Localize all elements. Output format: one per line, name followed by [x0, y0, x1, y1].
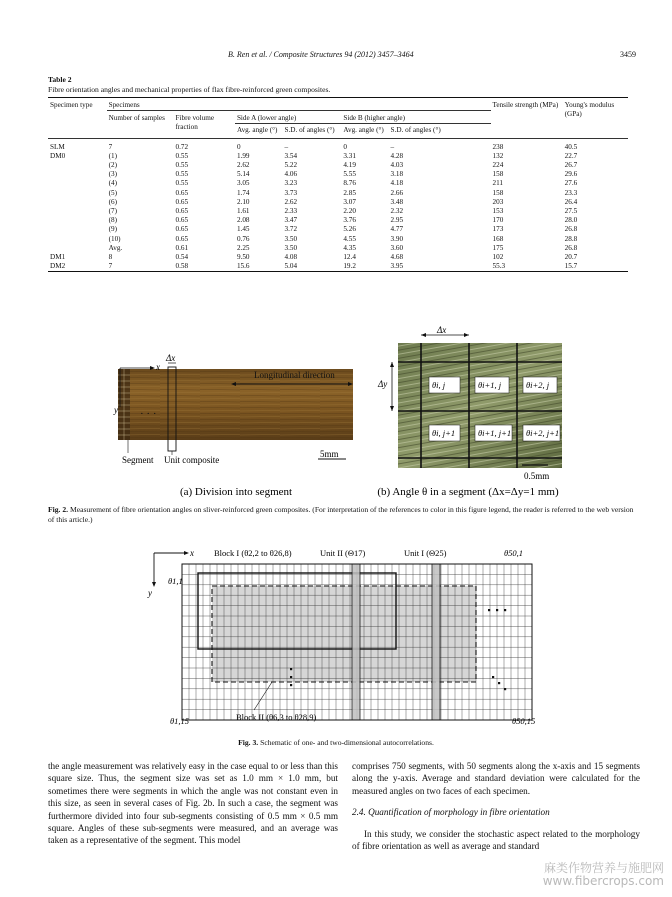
- table-cell-b_avg: 19.2: [341, 262, 388, 272]
- table-cell-ym: 27.6: [564, 179, 578, 188]
- table-cell-n: (3): [108, 170, 117, 179]
- body-column-left: the angle measurement was relatively easy in the case equal to or less than this square size. Thus, the segment size was set as 1.0 mm × 1.0 mm, but sometimes there were segments in which the angle was not constant even in this size, as seen in several cases of Fig. 2b. In such a case, the segment was furthermore divided into four sub-segments consisting of 0.5 mm × 0.5 mm square. Angles of these sub-segments were measured, and an average was taken as a representative of the segment. This model: [48, 761, 338, 846]
- table-row: [48, 235, 628, 244]
- fig3-caption-label: Fig. 3.: [238, 738, 259, 747]
- table-cell-b_sd: 4.03: [390, 161, 404, 170]
- table-cell-a_sd: 3.54: [284, 151, 298, 160]
- table-cell-n: 7: [108, 142, 113, 151]
- table-row: [48, 244, 628, 253]
- table-caption: [48, 75, 330, 95]
- watermark: [543, 862, 664, 888]
- table-cell-b_sd: 2.66: [390, 188, 404, 197]
- table-cell-a_avg: 1.61: [236, 207, 250, 216]
- fig2b-dy-label: Δy: [378, 379, 388, 389]
- table-cell-b_avg: 4.19: [343, 161, 356, 170]
- table-cell-fvf: 0.65: [175, 234, 189, 243]
- table-cell-type: [48, 179, 107, 188]
- table-cell-type: SLM: [50, 142, 65, 151]
- table-cell-a_avg: 9.50: [236, 253, 250, 262]
- table-cell-n: (7): [108, 207, 117, 216]
- table-cell-type: [48, 198, 107, 207]
- table-cell-b_avg: 2.85: [343, 188, 356, 197]
- table-cell-n: (10): [108, 234, 121, 243]
- table-cell-fvf: 0.65: [175, 197, 189, 206]
- table-cell-a_avg: 1.45: [236, 225, 250, 234]
- table-row: [48, 189, 628, 198]
- table-body: [48, 138, 628, 272]
- fig2a-scale-label: 5mm: [320, 449, 339, 459]
- body-paragraph-continued: comprises 750 segments, with 50 segments along the x-axis and 15 segments along the y-axis. Average and standard deviation were calculated for the measured angles on two faces of each specimen.: [352, 761, 640, 796]
- table-cell-a_sd: 3.50: [284, 243, 298, 252]
- table-cell-ym: 27.5: [564, 207, 578, 216]
- table-row: [48, 216, 628, 225]
- block-I-label: Block I (θ2,2 to θ26,8): [214, 548, 292, 558]
- unit-II-strip: [352, 564, 360, 720]
- table-cell-ym: 28.0: [564, 216, 578, 225]
- table-cell-b_sd: 4.77: [390, 225, 404, 234]
- fig2-caption: [48, 505, 638, 525]
- table-cell-fvf: 0.54: [175, 253, 189, 262]
- table-cell-a_sd: 3.72: [284, 225, 298, 234]
- fig2b-caption: (b) Angle θ in a segment (Δx=Δy=1 mm): [377, 486, 559, 498]
- table-cell-type: DM1: [50, 253, 66, 262]
- table-cell-ts: 158: [492, 170, 504, 179]
- table-cell-a_avg: 0.76: [236, 234, 250, 243]
- table-cell-b_avg: 5.55: [343, 170, 356, 179]
- th-b-sd: S.D. of angles (°): [390, 126, 441, 135]
- table-cell-type: [48, 225, 107, 234]
- table-cell-ts: 55.3: [491, 262, 563, 272]
- table-row: [48, 161, 628, 170]
- table-cell-fvf: 0.65: [175, 207, 189, 216]
- fig2a-panel: [113, 353, 353, 498]
- table-cell-fvf: 0.61: [175, 243, 189, 252]
- fig2a-x-label: x: [156, 362, 160, 372]
- table-cell-type: [48, 235, 107, 244]
- th-sideA: Side A (lower angle): [235, 111, 341, 124]
- table-cell-b_sd: 3.90: [390, 234, 404, 243]
- unit-I-label: Unit I (Θ25): [404, 548, 447, 558]
- th-a-avg: Avg. angle (°): [236, 126, 278, 135]
- table-cell-type: [48, 161, 107, 170]
- table-cell-ym: 26.7: [564, 161, 578, 170]
- table-cell-a_avg: 1.99: [236, 151, 250, 160]
- table-cell-fvf: 0.65: [175, 216, 189, 225]
- table-cell-type: DM2: [48, 262, 107, 272]
- journal-reference: B. Ren et al. / Composite Structures 94 (2012) 3457–3464: [228, 50, 414, 59]
- table-cell-a_avg: 15.6: [235, 262, 283, 272]
- th-sideB: Side B (higher angle): [341, 111, 490, 124]
- table-cell-a_sd: –: [284, 142, 289, 151]
- table-cell-ym: 26.8: [564, 243, 578, 252]
- theta-label-1: θi, j: [432, 380, 446, 390]
- table-cell-type: DM0: [50, 151, 66, 160]
- table-cell-ts: 173: [492, 225, 504, 234]
- table-cell-fvf: 0.55: [175, 161, 189, 170]
- figure-3: [0, 540, 672, 735]
- watermark-line-2: www.fibercrops.com: [542, 874, 664, 888]
- table-cell-type: [48, 216, 107, 225]
- fig2b-dx-label: Δx: [437, 325, 447, 335]
- table-cell-ts: 132: [492, 151, 504, 160]
- table-cell-ts: 153: [492, 207, 504, 216]
- table-cell-a_avg: 1.74: [236, 188, 250, 197]
- table-cell-ym: 28.8: [564, 234, 578, 243]
- theta-label-4: θi, j+1: [432, 428, 456, 438]
- fig3-x-label: x: [190, 548, 194, 558]
- table-cell-b_avg: 4.35: [343, 243, 356, 252]
- table-cell-ym: 22.7: [564, 151, 578, 160]
- table-cell-n: 8: [108, 253, 113, 262]
- th-fvf: Fibre volume fraction: [175, 114, 215, 132]
- table-cell-ts: 211: [492, 179, 504, 188]
- table-cell-ts: 238: [492, 142, 504, 151]
- table-cell-b_avg: 3.76: [343, 216, 356, 225]
- table-cell-fvf: 0.65: [175, 188, 189, 197]
- table-cell-a_avg: 2.08: [236, 216, 250, 225]
- table-cell-fvf: 0.55: [175, 170, 189, 179]
- table-cell-b_sd: 4.18: [390, 179, 404, 188]
- watermark-line-1: 麻类作物营养与施肥网: [543, 861, 664, 875]
- table-row: [48, 262, 628, 272]
- theta-1-15-label: θ1,15: [170, 716, 190, 726]
- table-cell-b_sd: 2.32: [390, 207, 404, 216]
- longitudinal-direction-label: Longitudinal direction: [254, 370, 335, 380]
- fig3-y-label: y: [148, 588, 152, 598]
- body-column-right: [352, 760, 640, 852]
- table-row: [48, 152, 628, 161]
- table-cell-a_avg: 3.05: [236, 179, 250, 188]
- table-cell-b_avg: 2.20: [343, 207, 356, 216]
- table-cell-b_sd: 4.68: [390, 253, 404, 262]
- block-II-pointer: [254, 682, 272, 710]
- fig2a-dx-label: Δx: [166, 353, 176, 363]
- table-cell-n: (2): [108, 161, 117, 170]
- th-a-sd: S.D. of angles (°): [284, 126, 335, 135]
- table-cell-b_sd: 4.28: [390, 151, 404, 160]
- table-cell-a_sd: 4.06: [284, 170, 298, 179]
- theta-1-1-label: θ1,1: [168, 576, 183, 586]
- table-cell-b_sd: 2.95: [390, 216, 404, 225]
- table-cell-ts: 175: [492, 243, 504, 252]
- table-cell-ts: 224: [492, 161, 504, 170]
- table-row: [48, 225, 628, 234]
- unit-I-strip: [432, 564, 440, 720]
- table-cell-ym: 15.7: [563, 262, 628, 272]
- table-cell-n: 7: [107, 262, 174, 272]
- theta-label-5: θi+1, j+1: [478, 428, 512, 438]
- table-cell-n: (8): [108, 216, 117, 225]
- table-row: [48, 198, 628, 207]
- table-cell-b_avg: 3.07: [343, 197, 356, 206]
- body-paragraph-next: In this study, we consider the stochastic aspect related to the morphology of fibre orientation as well as average and standard: [352, 828, 640, 852]
- segment-label: Segment: [122, 455, 154, 465]
- fig2a-dots: · · ·: [140, 408, 157, 420]
- th-specimens: Specimens: [107, 98, 491, 111]
- theta-label-3: θi+2, j: [526, 380, 550, 390]
- fig2a-y-label: y: [114, 405, 118, 415]
- table-row: [48, 138, 628, 152]
- th-b-avg: Avg. angle (°): [343, 126, 384, 135]
- table-cell-n: (1): [108, 151, 117, 160]
- page-number: 3459: [620, 50, 636, 59]
- table-cell-ts: 158: [492, 188, 504, 197]
- table-cell-ym: 20.7: [564, 253, 578, 262]
- block-II-label: Block II (θ6,3 to θ28,9): [236, 712, 317, 722]
- table-cell-a_sd: 3.47: [284, 216, 298, 225]
- table-cell-n: Avg.: [108, 243, 123, 252]
- table-row: [48, 207, 628, 216]
- table-cell-ts: 203: [492, 197, 504, 206]
- table-cell-type: [48, 244, 107, 253]
- fig2-caption-label: Fig. 2.: [48, 505, 69, 514]
- table-row: [48, 170, 628, 179]
- table-cell-n: (4): [108, 179, 117, 188]
- table-cell-a_sd: 2.33: [284, 207, 298, 216]
- table-cell-fvf: 0.58: [173, 262, 234, 272]
- table-cell-a_avg: 2.62: [236, 161, 250, 170]
- table-cell-b_avg: 0: [343, 142, 347, 151]
- fig2b-panel: [377, 325, 562, 498]
- table-cell-b_sd: –: [390, 142, 395, 151]
- table-cell-ym: 26.4: [564, 197, 578, 206]
- table-cell-b_avg: 5.26: [343, 225, 356, 234]
- table-label: Table 2: [48, 75, 72, 84]
- table-cell-a_sd: 5.22: [284, 161, 298, 170]
- table-cell-a_sd: 4.08: [284, 253, 298, 262]
- table-cell-type: [48, 170, 107, 179]
- table-cell-ym: 29.6: [564, 170, 578, 179]
- table-cell-fvf: 0.55: [175, 179, 189, 188]
- table-cell-ym: 23.3: [564, 188, 578, 197]
- fig2b-scale-label: 0.5mm: [524, 471, 550, 481]
- theta-50-15-label: θ50,15: [512, 716, 536, 726]
- table-cell-ym: 26.8: [564, 225, 578, 234]
- table-cell-n: (9): [108, 225, 117, 234]
- table-cell-a_sd: 5.04: [283, 262, 342, 272]
- table-cell-ym: 40.5: [564, 142, 578, 151]
- figure-2: [0, 325, 672, 500]
- table-cell-fvf: 0.65: [175, 225, 189, 234]
- th-tensile: Tensile strength (MPa): [492, 101, 559, 109]
- table-cell-a_sd: 3.23: [284, 179, 298, 188]
- table-cell-b_avg: 4.55: [343, 234, 356, 243]
- table-cell-b_sd: 3.18: [390, 170, 404, 179]
- table-cell-fvf: 0.72: [175, 142, 189, 151]
- th-young: Young's modulus (GPa): [564, 101, 615, 119]
- table-cell-a_sd: 3.73: [284, 188, 298, 197]
- table-cell-a_sd: 2.62: [284, 197, 298, 206]
- fig2-caption-text: Measurement of fibre orientation angles on sliver-reinforced green composites. (For interpretation of the references to color in this figure legend, the reader is referred to the web version of this article.): [48, 505, 634, 524]
- table-cell-a_sd: 3.50: [284, 234, 298, 243]
- section-heading: 2.4. Quantification of morphology in fibre orientation: [352, 807, 550, 818]
- unit-composite-label: Unit composite: [164, 455, 220, 465]
- theta-label-6: θi+2, j+1: [526, 428, 560, 438]
- table-cell-ts: 168: [492, 234, 504, 243]
- table-cell-b_sd: 3.95: [389, 262, 491, 272]
- table-cell-b_avg: 3.31: [343, 151, 356, 160]
- table-cell-ts: 102: [492, 253, 504, 262]
- table-cell-n: (5): [108, 188, 117, 197]
- table-row: [48, 253, 628, 262]
- table-caption-text: Fibre orientation angles and mechanical properties of flax fibre-reinforced green composites.: [48, 85, 331, 94]
- fig3-caption: [0, 738, 672, 747]
- table-2: [48, 97, 628, 272]
- theta-label-2: θi+1, j: [478, 380, 502, 390]
- table-row: [48, 179, 628, 188]
- table-cell-a_avg: 5.14: [236, 170, 250, 179]
- table-cell-a_avg: 2.10: [236, 197, 250, 206]
- table-cell-a_avg: 2.25: [236, 243, 250, 252]
- table-cell-a_avg: 0: [236, 142, 241, 151]
- th-num-samples: Number of samples: [108, 114, 165, 123]
- theta-50-1-label: θ50,1: [504, 548, 524, 558]
- table-cell-b_sd: 3.48: [390, 197, 404, 206]
- fig2a-caption: (a) Division into segment: [179, 486, 293, 498]
- table-cell-b_avg: 12.4: [343, 253, 356, 262]
- unit-II-label: Unit II (Θ17): [320, 548, 366, 558]
- fig3-caption-text: Schematic of one- and two-dimensional autocorrelations.: [260, 738, 434, 747]
- table-cell-b_avg: 8.76: [343, 179, 356, 188]
- table-cell-n: (6): [108, 197, 117, 206]
- table-cell-ts: 170: [492, 216, 504, 225]
- table-cell-type: [48, 207, 107, 216]
- table-cell-type: [48, 189, 107, 198]
- th-specimen-type: Specimen type: [50, 101, 93, 109]
- table-cell-b_sd: 3.60: [390, 243, 404, 252]
- table-cell-fvf: 0.55: [175, 151, 189, 160]
